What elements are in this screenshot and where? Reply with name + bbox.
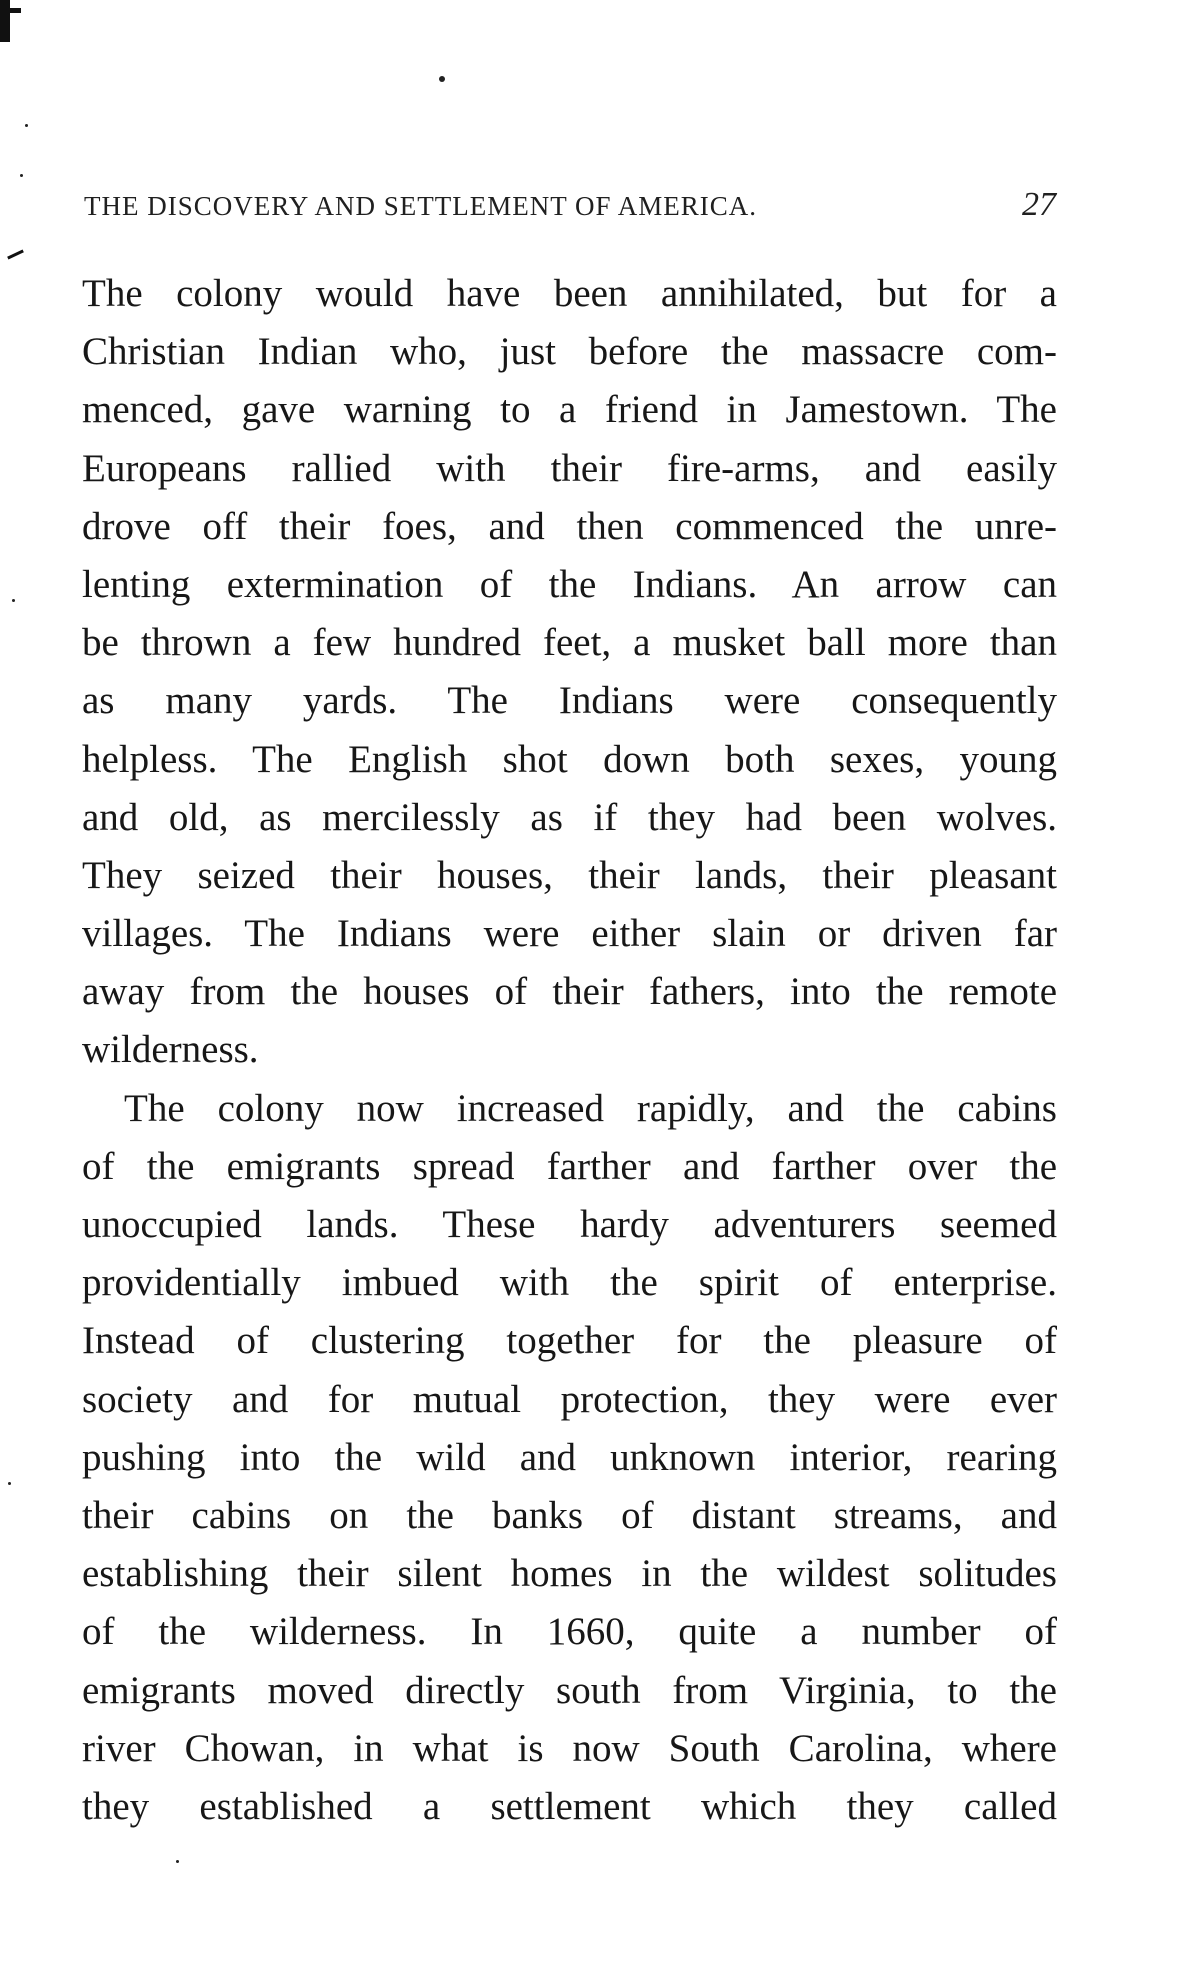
scan-edge-mark <box>8 8 21 13</box>
scan-speck <box>12 599 15 602</box>
text-line: they established a settlement which they called <box>82 1784 1057 1828</box>
body-text <box>82 265 1057 1836</box>
text-line: of the wilderness. In 1660, quite a number of <box>82 1610 1057 1654</box>
text-line: as many yards. The Indians were consequently <box>82 679 1057 723</box>
scan-edge-mark <box>0 0 10 42</box>
text-line: villages. The Indians were either slain or driven far <box>82 912 1057 956</box>
text-line: pushing into the wild and unknown interior, rearing <box>82 1435 1057 1479</box>
text-line: lenting extermination of the Indians. An arrow can <box>82 562 1057 606</box>
text-line: wilderness. <box>82 1028 259 1072</box>
scan-speck <box>25 124 28 127</box>
page-number: 27 <box>1022 186 1056 223</box>
text-line: their cabins on the banks of distant streams, and <box>82 1493 1057 1537</box>
scan-edge-mark <box>7 250 24 260</box>
text-line: The colony now increased rapidly, and the cabins <box>124 1086 1057 1130</box>
running-head <box>84 186 1056 226</box>
scan-speck <box>439 76 445 82</box>
scan-speck <box>8 1482 11 1485</box>
text-line: emigrants moved directly south from Virginia, to the <box>82 1668 1057 1712</box>
text-line: be thrown a few hundred feet, a musket ball more than <box>82 621 1057 665</box>
paragraph <box>82 1080 1057 1836</box>
text-line: and old, as mercilessly as if they had been wolves. <box>82 795 1057 839</box>
text-line: helpless. The English shot down both sexes, young <box>82 737 1057 781</box>
text-line: society and for mutual protection, they were ever <box>82 1377 1057 1421</box>
text-line: away from the houses of their fathers, into the remote <box>82 970 1057 1014</box>
running-head-title: THE DISCOVERY AND SETTLEMENT OF AMERICA. <box>84 191 758 221</box>
text-line: drove off their foes, and then commenced the unre- <box>82 504 1057 548</box>
scan-speck <box>20 174 23 177</box>
text-line: unoccupied lands. These hardy adventurers seemed <box>82 1203 1057 1246</box>
text-line: providentially imbued with the spirit of enterprise. <box>82 1261 1057 1305</box>
text-line: The colony would have been annihilated, but for a <box>82 272 1057 315</box>
text-line: menced, gave warning to a friend in Jamestown. The <box>82 388 1057 432</box>
text-line: river Chowan, in what is now South Carolina, where <box>82 1726 1057 1770</box>
text-line: They seized their houses, their lands, their pleasant <box>82 853 1057 897</box>
text-line: of the emigrants spread farther and farther over the <box>82 1144 1057 1188</box>
text-line: Christian Indian who, just before the massacre com- <box>82 330 1057 374</box>
paragraph <box>82 265 1057 1080</box>
text-line: Europeans rallied with their fire-arms, and easily <box>82 446 1057 490</box>
scan-speck <box>176 1860 179 1863</box>
text-line: establishing their silent homes in the wildest solitudes <box>82 1552 1057 1596</box>
text-line: Instead of clustering together for the pleasure of <box>82 1319 1057 1363</box>
